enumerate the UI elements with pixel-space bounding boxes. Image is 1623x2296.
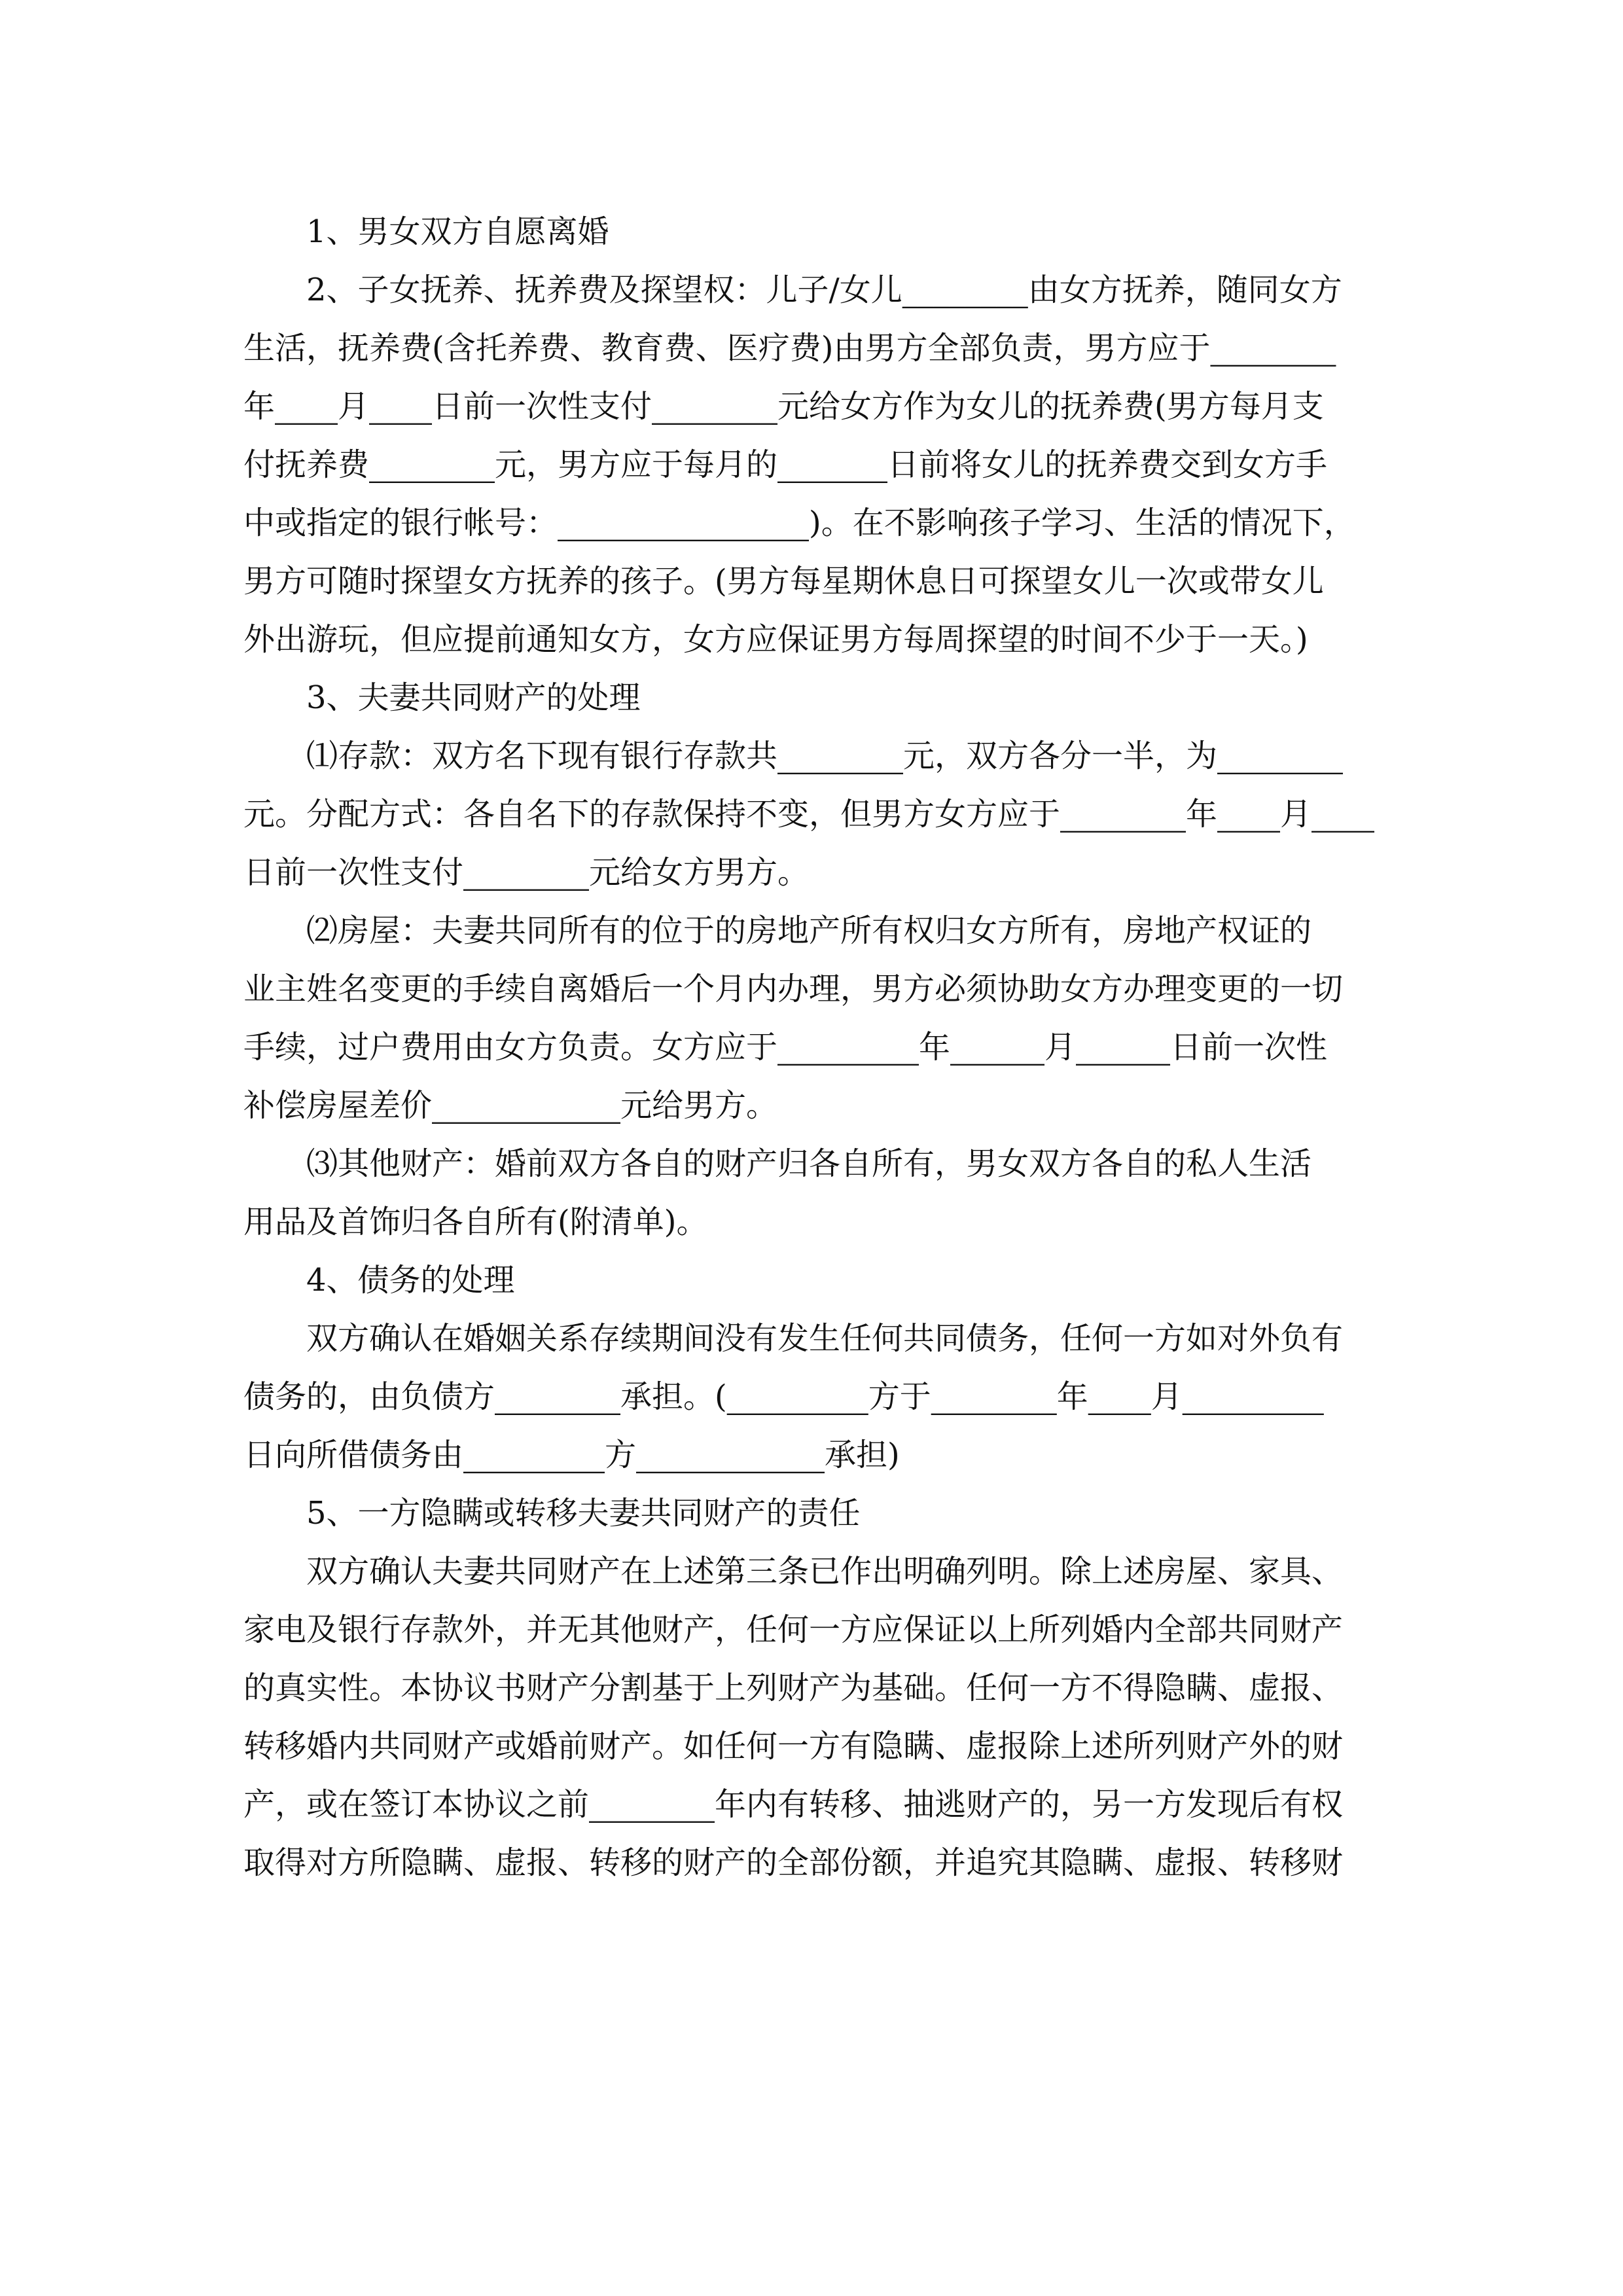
text-segment: 用品及首饰归各自所有(附清单)。 [243,1204,708,1240]
text-line [243,1193,1382,1251]
blank-field: ________ [589,1786,715,1823]
text-line [243,669,1382,727]
text-line [243,902,1382,960]
blank-field: _________ [726,1378,868,1415]
text-segment: 年 [243,388,276,425]
text-line [243,552,1382,611]
text-line [243,378,1382,436]
text-segment: 外出游玩，但应提前通知女方，女方应保证男方每周探望的时间不少于一天。) [243,621,1308,658]
blank-field: _______ [777,446,888,483]
text-line [243,1834,1382,1892]
text-line [243,1717,1382,1776]
blank-field: ______ [1076,1029,1171,1066]
text-segment: 元。分配方式：各自名下的存款保持不变，但男方女方应于 [243,796,1061,833]
text-segment: 方于 [868,1378,931,1415]
text-segment: ⑴存款：双方名下现有银行存款共 [306,738,778,774]
blank-field: ________________ [558,505,810,541]
text-segment: 承担。( [620,1378,727,1415]
text-segment: 付抚养费 [243,446,370,483]
blank-field: ____ [369,388,433,425]
text-line [243,203,1382,261]
text-line [243,319,1382,378]
text-line [243,261,1382,319]
text-segment: 债务的，由负债方 [243,1378,495,1415]
text-line [243,1543,1382,1601]
text-line [243,1018,1382,1077]
text-segment: 年内有转移、抽逃财产的，另一方发现后有权 [715,1786,1344,1823]
text-segment: 手续，过户费用由女方负责。女方应于 [243,1029,778,1066]
text-line [243,1484,1382,1543]
text-segment: 承担) [825,1437,900,1473]
text-segment: 补偿房屋差价 [243,1087,433,1124]
blank-field: ________ [369,446,495,483]
text-segment: )。在不影响孩子学习、生活的情况下， [809,505,1355,541]
blank-field: ____ [1311,796,1375,833]
text-segment: 日前一次性支付 [243,854,464,891]
text-line [243,960,1382,1018]
text-segment: 男方可随时探望女方抚养的孩子。(男方每星期休息日可探望女儿一次或带女儿 [243,563,1324,600]
text-line [243,1135,1382,1193]
text-segment: 2、子女抚养、抚养费及探望权：儿子/女儿 [306,272,902,308]
text-segment: 的真实性。本协议书财产分割基于上列财产为基础。任何一方不得隐瞒、虚报、 [243,1670,1344,1706]
text-segment: 方 [605,1437,637,1473]
text-segment: 日前将女儿的抚养费交到女方手 [887,446,1328,483]
text-segment: 月 [338,388,370,425]
text-line [243,727,1382,785]
text-line [243,611,1382,669]
blank-field: ________ [1060,796,1186,833]
text-line [243,844,1382,902]
text-segment: 由女方抚养，随同女方 [1027,272,1342,308]
text-segment: 转移婚内共同财产或婚前财产。如任何一方有隐瞒、虚报除上述所列财产外的财 [243,1728,1344,1765]
blank-field: ____ [1088,1378,1151,1415]
blank-field: _________ [463,1437,605,1473]
text-segment: 双方确认夫妻共同财产在上述第三条已作出明确列明。除上述房屋、家具、 [306,1553,1344,1590]
blank-field: ____ [1217,796,1281,833]
text-segment: 元给女方男方。 [589,854,810,891]
blank-field: ____ [275,388,338,425]
text-segment: 元，男方应于每月的 [495,446,778,483]
text-segment: 中或指定的银行帐号： [243,505,558,541]
blank-field: _________ [1182,1378,1324,1415]
text-segment: ⑵房屋：夫妻共同所有的位于的房地产所有权归女方所有，房地产权证的 [306,912,1312,949]
text-line [243,1251,1382,1310]
text-segment: 1、男女双方自愿离婚 [306,213,609,250]
text-segment: 家电及银行存款外，并无其他财产，任何一方应保证以上所列婚内全部共同财产 [243,1611,1344,1648]
text-segment: 元给女方作为女儿的抚养费(男方每月支 [777,388,1324,425]
blank-field: ________ [777,738,904,774]
text-line [243,1601,1382,1659]
text-segment: 月 [1280,796,1312,833]
text-segment: 月 [1150,1378,1183,1415]
text-segment: 年 [919,1029,951,1066]
text-line [243,1368,1382,1426]
text-segment: 元，双方各分一半，为 [903,738,1218,774]
text-segment: 5、一方隐瞒或转移夫妻共同财产的责任 [306,1495,861,1532]
blank-field: ________ [1217,738,1344,774]
text-segment: 取得对方所隐瞒、虚报、转移的财产的全部份额，并追究其隐瞒、虚报、转移财 [243,1844,1344,1881]
text-line [243,1077,1382,1135]
text-line [243,785,1382,844]
text-line [243,1310,1382,1368]
text-line [243,494,1382,552]
blank-field: ________ [652,388,778,425]
blank-field: ________ [1210,330,1336,367]
text-segment: 产，或在签订本协议之前 [243,1786,590,1823]
blank-field: ____________ [432,1087,621,1124]
text-segment: 年 [1056,1378,1088,1415]
text-segment: 双方确认在婚姻关系存续期间没有发生任何共同债务，任何一方如对外负有 [306,1320,1344,1357]
text-segment: 生活，抚养费(含托养费、教育费、医疗费)由男方全部负责，男方应于 [243,330,1211,367]
blank-field: ________ [931,1378,1057,1415]
text-segment: 月 [1044,1029,1077,1066]
text-segment: 年 [1186,796,1218,833]
text-segment: 日前一次性支付 [432,388,652,425]
text-line [243,436,1382,494]
text-segment: 4、债务的处理 [306,1262,515,1299]
blank-field: ________ [902,272,1028,308]
text-segment: 日前一次性 [1170,1029,1328,1066]
text-segment: ⑶其他财产：婚前双方各自的财产归各自所有，男女双方各自的私人生活 [306,1145,1312,1182]
blank-field: ________ [463,854,590,891]
blank-field: ____________ [636,1437,825,1473]
blank-field: ______ [950,1029,1045,1066]
text-segment: 日向所借债务由 [243,1437,464,1473]
text-line [243,1426,1382,1484]
text-segment: 3、夫妻共同财产的处理 [306,679,641,716]
text-line [243,1776,1382,1834]
blank-field: ________ [495,1378,621,1415]
text-segment: 元给男方。 [620,1087,778,1124]
blank-field: _________ [777,1029,919,1066]
document-body [243,203,1382,1892]
text-line [243,1659,1382,1717]
text-segment: 业主姓名变更的手续自离婚后一个月内办理，男方必须协助女方办理变更的一切 [243,971,1344,1007]
